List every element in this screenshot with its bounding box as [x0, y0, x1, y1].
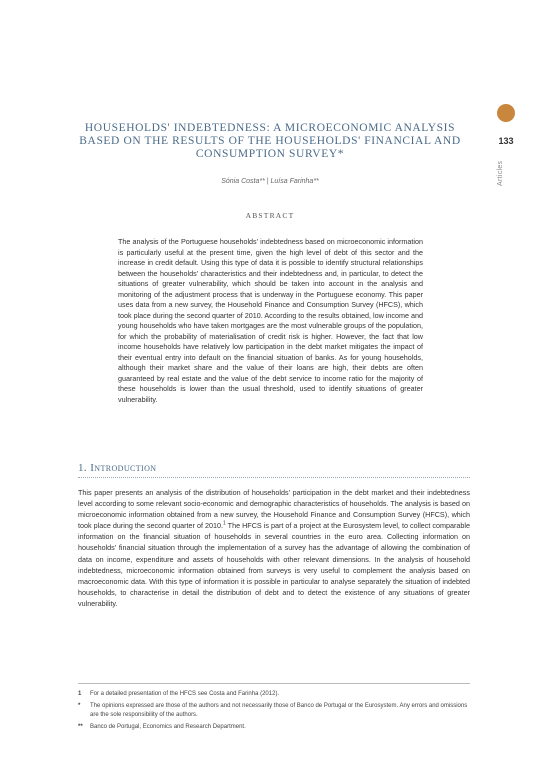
footnote [78, 690, 470, 698]
section-heading: 1. Introduction [78, 462, 157, 474]
footnote-reference[interactable]: 1 [222, 520, 226, 527]
footnote-text: The opinions expressed are those of the authors and not necessarily those of Banco de Portugal or the Eurosystem. Any errors and omissions are the sole responsibility of the authors. [90, 703, 468, 718]
footnote-text: Banco de Portugal, Economics and Research Department. [90, 724, 246, 731]
introduction-paragraph [78, 487, 470, 609]
intro-text-part2: The HFCS is part of a project at the Eurosystem level, to collect comparable information on the financial situation of households in several countries in the euro area. Collecting information on households' financial situation through the implementation of a survey has the advantage of allowing the combination of data on income, expenditure and assets of households with other relevant dimensions. In the analysis of household indebtedness, microeconomic information obtained from surveys is very useful to complement the analysis based on macroeconomic data. With this type of information it is possible in particular to analyse separately the situation of indebted households, to characterise in detail the distribution of debt and to detect the existence of any situations of greater vulnerability. [78, 521, 470, 608]
intro-text-part1: This paper presents an analysis of the distribution of households' participation in the debt market and their indebtedness level according to some relevant socio-economic and demographic characteristics of households. The analysis is based on microeconomic information obtained from a new survey, the Household Finance and Consumption Survey (HFCS), which took place during the second quarter of 2010. [78, 488, 470, 531]
abstract-heading: ABSTRACT [245, 211, 295, 220]
footnotes [78, 690, 470, 736]
footnote-mark: 1 [78, 691, 82, 697]
page-number: 133 [498, 136, 514, 146]
abstract-text: The analysis of the Portuguese households' indebtedness based on microeconomic information is particularly useful at the present time, given the high level of debt of this sector and the increase in credit default. Using this type of data it is possible to identify structural relationships between the households' characteristics and their indebtedness and, in particular, to detect the situations of greater vulnerability, which should be taken into account in the analysis and monitoring of the adjustment process that is underway in the Portuguese economy. This paper uses data from a new survey, the Household Finance and Consumption Survey (HFCS), which took place during the second quarter of 2010. According to the results obtained, low income and young households who have taken mortgages are the most vulnerable groups of the population, for which the probability of materialisation of credit risk is higher. However, the fact that low income households have relatively low participation in the debt market mitigates the impact of their eventual entry into default on the financial situation of banks. As for young households, although their market share and the value of their loans are high, their debts are often guaranteed by real estate and the value of the debt service to income ratio for the majority of these households is lower than the usual threshold, used to identify situations of greater vulnerability. [118, 237, 423, 404]
footnote-mark: * [78, 703, 81, 710]
footnote-mark: ** [78, 724, 83, 731]
footnote [78, 723, 470, 731]
authors: Sónia Costa** | Luísa Farinha** [221, 178, 319, 185]
section-label: Articles [497, 160, 504, 186]
section-marker-dot [497, 104, 515, 122]
footnote-text: For a detailed presentation of the HFCS see Costa and Farinha (2012). [90, 691, 280, 697]
section-divider [78, 477, 470, 478]
article-title: HOUSEHOLDS' INDEBTEDNESS: A MICROECONOMIC ANALYSIS BASED ON THE RESULTS OF THE HOUSEHOLDS' FINANCIAL AND CONSUMPTION SURVEY* [79, 122, 461, 160]
footnote [78, 702, 470, 719]
footnote-divider [78, 683, 470, 684]
